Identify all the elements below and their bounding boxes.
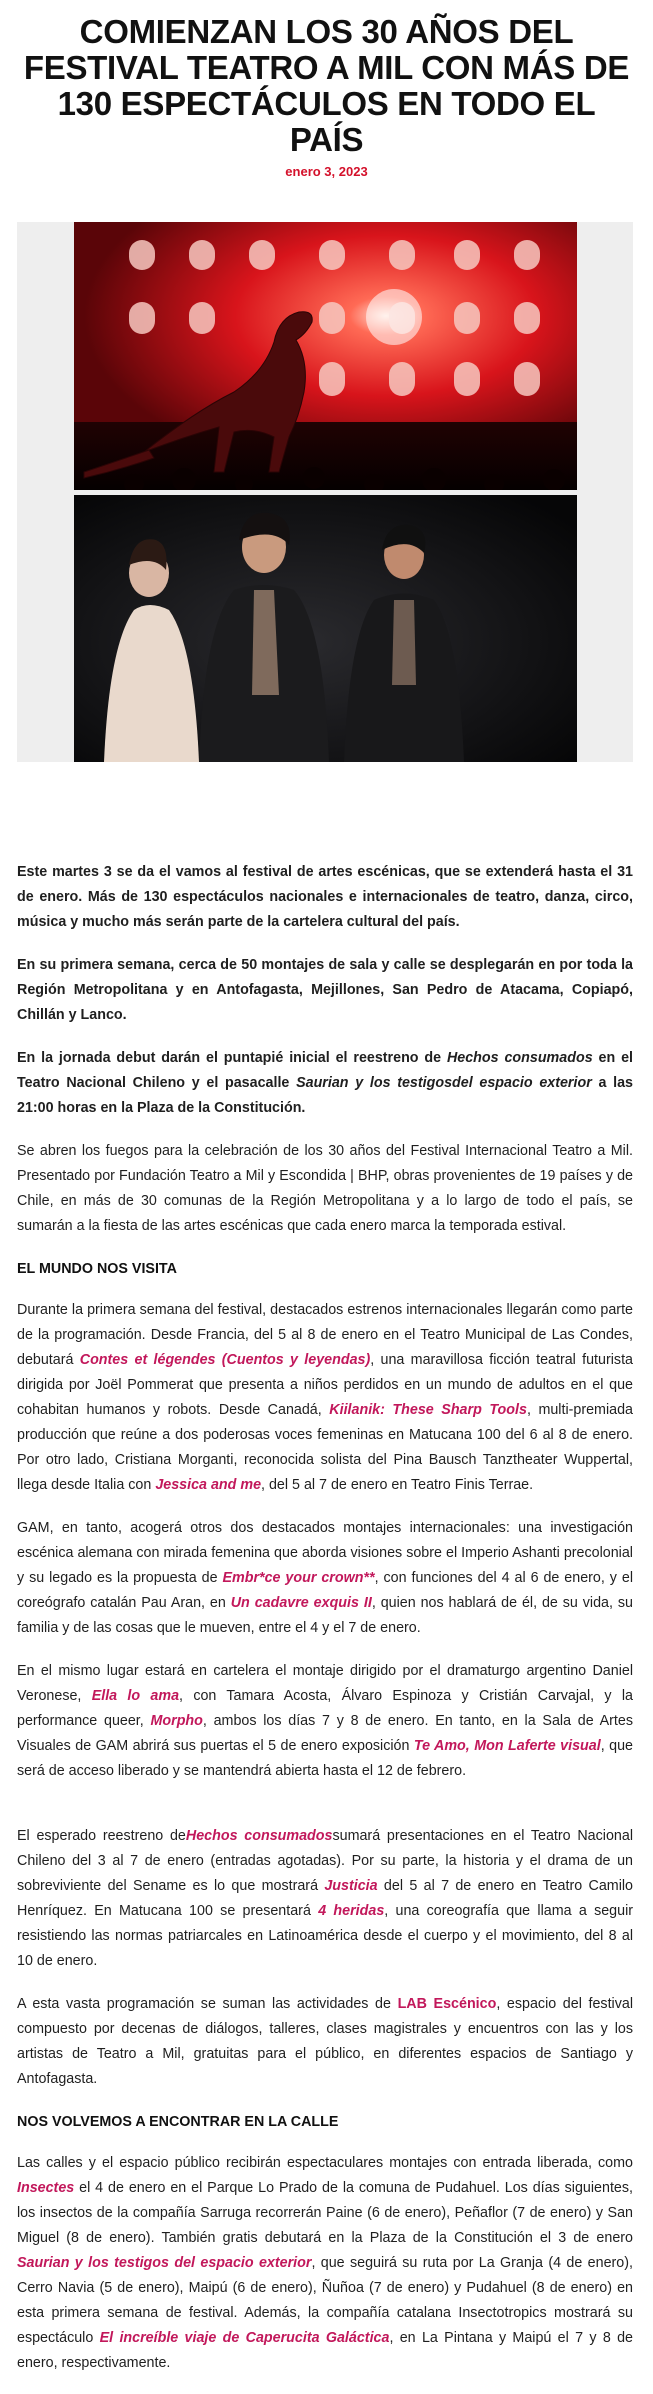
p7-text-a: En el mismo lugar estará en cartelera el montaje dirigido por el dramaturgo argentino Daniel Veronese, — [17, 1663, 633, 1704]
link-un-cadavre-exquis[interactable]: Un cadavre exquis II — [230, 1595, 372, 1611]
link-kiilanik[interactable]: Kiilanik: These Sharp Tools — [329, 1402, 527, 1418]
link-lab-escenico[interactable]: LAB Escénico — [397, 1996, 497, 2012]
photo-gallery — [17, 222, 633, 762]
link-ella-lo-ama[interactable]: Ella lo ama — [91, 1688, 180, 1704]
paragraph-8 — [17, 1824, 633, 1974]
lead-paragraph-1: Este martes 3 se da el vamos al festival de artes escénicas, que se extenderá hasta el 31 de enero. Más de 130 espectáculos nacionales e internacionales de teatro, danza, circo, música y mucho más serán parte de la cartelera cultural del país. — [17, 864, 633, 930]
p8-text-d: , una coreografía que llama a seguir resistiendo las normas patriarcales en Latinoamérica desde el cuerpo y el movimiento, del 8 al 10 de enero. — [17, 1903, 634, 1969]
paragraph-9 — [17, 1992, 633, 2092]
p10-text-b: el 4 de enero en el Parque Lo Prado de la comuna de Pudahuel. Los días siguientes, los insectos de la compañía Sarruga recorrerán Paine (6 de enero), Peñaflor (7 de enero) y San Miguel (8 de enero). También gratis debutará en la Plaza de la Constitución el 3 de enero — [17, 2180, 633, 2246]
link-saurian[interactable]: Saurian y los testigos del espacio exterior — [17, 2255, 312, 2271]
section-heading-mundo: EL MUNDO NOS VISITA — [17, 1261, 177, 1277]
p3-text-a: En la jornada debut darán el puntapié inicial el reestreno de — [17, 1050, 447, 1066]
p8-text-b: sumará presentaciones en el Teatro Nacional Chileno del 3 al 7 de enero (entradas agotadas). Por su parte, la historia y el drama de un sobreviviente del Sename es lo que mostrará — [17, 1828, 633, 1894]
link-te-amo-mon-laferte[interactable]: Te Amo, Mon Laferte visual — [413, 1738, 601, 1754]
p7-text-d: , que será de acceso liberado y se mantendrá abierta hasta el 12 de febrero. — [17, 1738, 633, 1779]
paragraph-6 — [17, 1516, 633, 1641]
p10-text-c: , que seguirá su ruta por La Granja (4 de enero), Cerro Navia (5 de enero), Maipú (6 de enero), Ñuñoa (7 de enero) y Pudahuel (8 de enero) en esta primera semana de festival. Además, la compañía catalana Insectotropics mostrará su espectáculo — [17, 2255, 633, 2346]
p3-text-c: en el Teatro Nacional Chileno y el pasacalle — [17, 1050, 633, 1091]
p8-text-c: del 5 al 7 de enero en Teatro Camilo Henríquez. En Matucana 100 se presentará — [17, 1878, 634, 1919]
p7-text-b: , con Tamara Acosta, Álvaro Espinoza y Cristián Carvajal, y la performance queer, — [17, 1688, 634, 1729]
link-contes-et-legendes[interactable]: Contes et légendes (Cuentos y leyendas) — [79, 1352, 371, 1368]
paragraph-5 — [17, 1298, 633, 1498]
p5-text-d: , del 5 al 7 de enero en Teatro Finis Terrae. — [261, 1477, 534, 1493]
p10-text-a: Las calles y el espacio público recibirán espectaculares montajes con entrada liberada, como — [17, 2155, 633, 2171]
link-morpho[interactable]: Morpho — [150, 1713, 203, 1729]
p8-text-a: El esperado reestreno de — [17, 1828, 186, 1844]
p7-text-c: , ambos los días 7 y 8 de enero. En tanto, en la Sala de Artes Visuales de GAM abrirá sus puertas el 5 de enero exposición — [17, 1713, 633, 1754]
p3-text-e: a las 21:00 horas en la Plaza de la Constitución. — [17, 1075, 633, 1116]
p10-text-d: , en La Pintana y Maipú el 7 y 8 de enero, respectivamente. — [17, 2330, 633, 2371]
link-embrace-your-crown[interactable]: Embr*ce your crown** — [222, 1570, 375, 1586]
article-date: enero 3, 2023 — [285, 164, 368, 179]
link-hechos-consumados[interactable]: Hechos consumados — [185, 1828, 333, 1844]
lead-paragraph-3 — [17, 1046, 633, 1121]
p6-text-b: , con funciones del 4 al 6 de enero, y el coreógrafo catalán Pau Aran, en — [17, 1570, 633, 1611]
p3-title-saurian: Saurian y los testigosdel espacio exterior — [296, 1075, 592, 1091]
section-heading-calle: NOS VOLVEMOS A ENCONTRAR EN LA CALLE — [17, 2114, 339, 2130]
article-title: COMIENZAN LOS 30 AÑOS DEL FESTIVAL TEATRO A MIL CON MÁS DE 130 ESPECTÁCULOS EN TODO EL PAÍS — [23, 13, 630, 158]
link-4-heridas[interactable]: 4 heridas — [318, 1903, 385, 1919]
p5-text-c: , multi-premiada producción que reúne a dos poderosas voces femeninas en Matucana 100 del 6 al 8 de enero. Por otro lado, Cristiana Morganti, reconocida solista del Pina Bausch Tanztheater Wuppertal, llega desde Italia con — [17, 1402, 633, 1493]
paragraph-4: Se abren los fuegos para la celebración de los 30 años del Festival Internacional Teatro a Mil. Presentado por Fundación Teatro a Mil y Escondida | BHP, obras provenientes de 19 países y de Chile, en más de 30 comunas de la Región Metropolitana y a lo largo de todo el país, se sumarán a la fiesta de las artes escénicas que cada enero marca la temporada estival. — [17, 1143, 633, 1234]
photo-actors-stage[interactable] — [74, 495, 577, 762]
photo-dinosaur-stage[interactable] — [74, 222, 577, 490]
p3-title-hechos: Hechos consumados — [446, 1050, 593, 1066]
p5-text-a: Durante la primera semana del festival, destacados estrenos internacionales llegarán como parte de la programación. Desde Francia, del 5 al 8 de enero en el Teatro Municipal de Las Condes, debutará — [17, 1302, 633, 1368]
actors-stage-image — [74, 495, 577, 762]
p6-text-c: , quien nos hablará de él, de su vida, su familia y de las cosas que le mueven, entre el 4 y el 7 de enero. — [17, 1595, 633, 1636]
dinosaur-stage-image — [74, 222, 577, 490]
spacer — [17, 1802, 633, 1824]
paragraph-10 — [17, 2151, 633, 2376]
p9-text-b: , espacio del festival compuesto por decenas de diálogos, talleres, clases magistrales y encuentros con las y los artistas de Teatro a Mil, gratuitas para el público, en diferentes espacios de Santiago y Antofagasta. — [17, 1996, 633, 2087]
link-insectes[interactable]: Insectes — [17, 2180, 75, 2196]
article-body — [17, 860, 633, 2394]
link-justicia[interactable]: Justicia — [324, 1878, 378, 1894]
p6-text-a: GAM, en tanto, acogerá otros dos destacados montajes internacionales: una investigación escénica alemana con mirada femenina que aborda visiones sobre el Imperio Ashanti precolonial y su legado es la propuesta de — [17, 1520, 633, 1586]
paragraph-7 — [17, 1659, 633, 1784]
p9-text-a: A esta vasta programación se suman las actividades de — [17, 1996, 398, 2012]
lead-paragraph-2: En su primera semana, cerca de 50 montajes de sala y calle se desplegarán en por toda la Región Metropolitana y en Antofagasta, Mejillones, San Pedro de Atacama, Copiapó, Chillán y Lanco. — [17, 957, 633, 1023]
p5-text-b: , una maravillosa ficción teatral futurista dirigida por Joël Pommerat que presenta a niños perdidos en un mundo de adultos en el que cohabitan humanos y robots. Desde Canadá, — [17, 1352, 633, 1418]
link-caperucita-galactica[interactable]: El increíble viaje de Caperucita Galáctica — [99, 2330, 390, 2346]
link-jessica-and-me[interactable]: Jessica and me — [155, 1477, 262, 1493]
